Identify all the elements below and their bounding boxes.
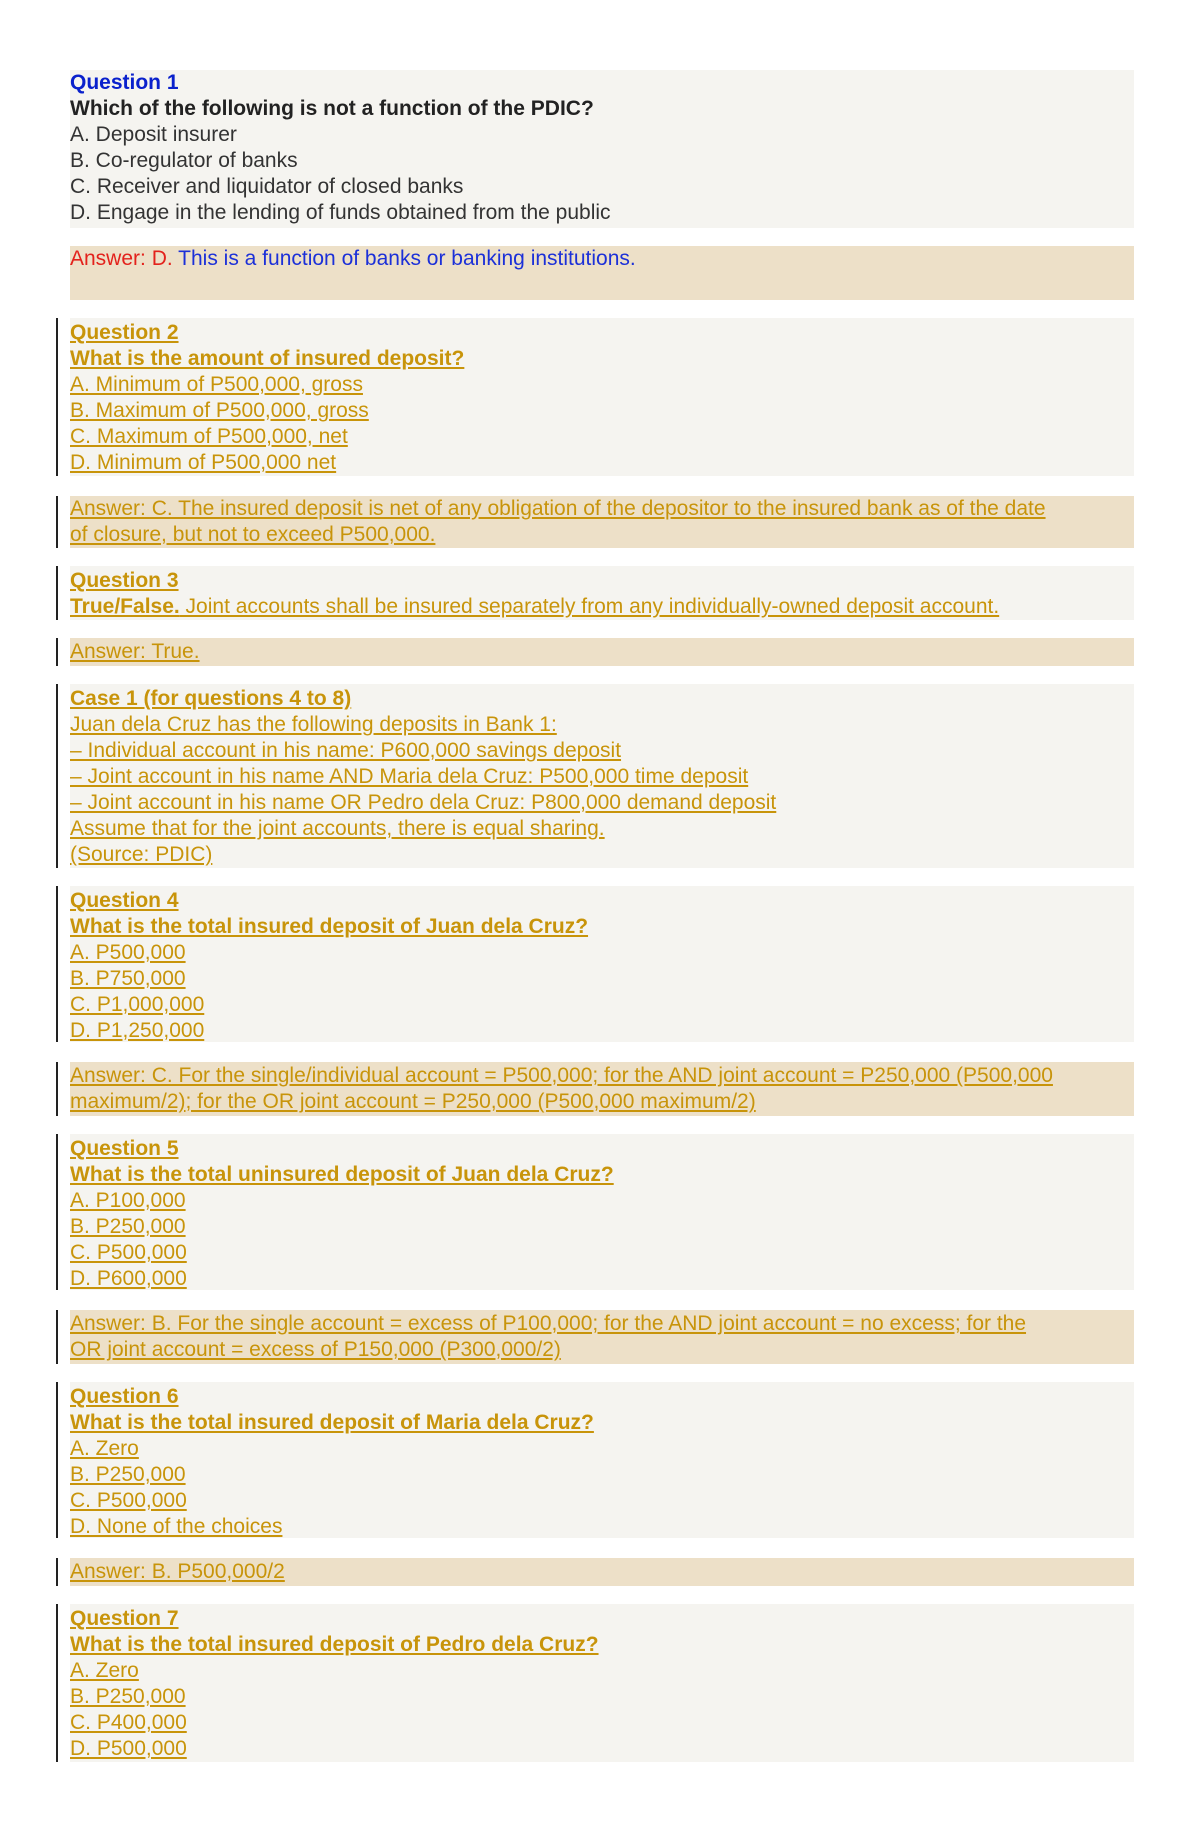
question-text-link[interactable]: What is the amount of insured deposit? xyxy=(70,347,465,370)
question-heading-link[interactable]: Question 3 xyxy=(70,569,179,592)
choice-b-link[interactable]: B. P250,000 xyxy=(70,1215,186,1238)
case-line-link[interactable]: Assume that for the joint accounts, there is equal sharing. xyxy=(70,817,605,840)
revision-bar xyxy=(56,1310,58,1364)
question-text-link[interactable]: What is the total insured deposit of Pedro dela Cruz? xyxy=(70,1633,599,1656)
revision-bar xyxy=(56,318,58,476)
answer-line-1-link[interactable]: Answer: C. The insured deposit is net of any obligation of the depositor to the insured bank as of the date xyxy=(70,497,1046,520)
case-1-block xyxy=(70,684,1134,868)
answer-explanation: This is a function of banks or banking institutions. xyxy=(172,247,636,270)
case-line-link[interactable]: – Individual account in his name: P600,000 savings deposit xyxy=(70,739,622,762)
choice-d-link[interactable]: D. P500,000 xyxy=(70,1737,187,1760)
answer-1-block xyxy=(70,246,1134,300)
choice-a-link[interactable]: A. P500,000 xyxy=(70,941,186,964)
revision-bar xyxy=(56,1604,58,1762)
choice-c: C. Receiver and liquidator of closed banks xyxy=(70,175,464,198)
question-text-link[interactable]: What is the total uninsured deposit of Juan dela Cruz? xyxy=(70,1163,614,1186)
question-4-block xyxy=(70,886,1134,1042)
case-line-link[interactable]: (Source: PDIC) xyxy=(70,843,213,866)
choice-a: A. Deposit insurer xyxy=(70,123,237,146)
question-text: Which of the following is not a function of the PDIC? xyxy=(70,97,594,120)
choice-a-link[interactable]: A. Minimum of P500,000, gross xyxy=(70,373,363,396)
revision-bar xyxy=(56,496,58,548)
question-7-block xyxy=(70,1604,1134,1762)
answer-4-block xyxy=(70,1062,1134,1116)
question-text-link[interactable]: What is the total insured deposit of Maria dela Cruz? xyxy=(70,1411,594,1434)
answer-line-2-link[interactable]: OR joint account = excess of P150,000 (P300,000/2) xyxy=(70,1338,561,1361)
question-heading-link[interactable]: Question 6 xyxy=(70,1385,179,1408)
question-2-block xyxy=(70,318,1134,476)
answer-line-1-link[interactable]: Answer: C. For the single/individual account = P500,000; for the AND joint account = P250,000 (P500,000 xyxy=(70,1064,1053,1087)
question-heading-link[interactable]: Question 4 xyxy=(70,889,179,912)
revision-bar xyxy=(56,886,58,1042)
question-3-block xyxy=(70,566,1134,620)
revision-bar xyxy=(56,1382,58,1538)
case-line-link[interactable]: – Joint account in his name AND Maria dela Cruz: P500,000 time deposit xyxy=(70,765,749,788)
revision-bar xyxy=(56,1134,58,1290)
question-text-link[interactable]: What is the total insured deposit of Juan dela Cruz? xyxy=(70,915,589,938)
answer-line-2-link[interactable]: maximum/2); for the OR joint account = P250,000 (P500,000 maximum/2) xyxy=(70,1090,756,1113)
choice-b: B. Co-regulator of banks xyxy=(70,149,298,172)
case-line-link[interactable]: Juan dela Cruz has the following deposits in Bank 1: xyxy=(70,713,557,736)
answer-link[interactable]: Answer: B. P500,000/2 xyxy=(70,1560,285,1583)
choice-b-link[interactable]: B. Maximum of P500,000, gross xyxy=(70,399,369,422)
choice-b-link[interactable]: B. P250,000 xyxy=(70,1463,186,1486)
case-heading-link[interactable]: Case 1 (for questions 4 to 8) xyxy=(70,687,352,710)
question-heading-link[interactable]: Question 5 xyxy=(70,1137,179,1160)
revision-bar xyxy=(56,1558,58,1586)
choice-b-link[interactable]: B. P250,000 xyxy=(70,1685,186,1708)
choice-d-link[interactable]: D. None of the choices xyxy=(70,1515,283,1538)
choice-a-link[interactable]: A. P100,000 xyxy=(70,1189,186,1212)
question-6-block xyxy=(70,1382,1134,1538)
choice-c-link[interactable]: C. P400,000 xyxy=(70,1711,187,1734)
choice-c-link[interactable]: C. Maximum of P500,000, net xyxy=(70,425,348,448)
question-5-block xyxy=(70,1134,1134,1290)
choice-a-link[interactable]: A. Zero xyxy=(70,1437,139,1460)
question-heading-link[interactable]: Question 7 xyxy=(70,1607,179,1630)
answer-3-block xyxy=(70,638,1134,666)
true-false-label-link[interactable]: True/False. xyxy=(70,595,180,618)
revision-bar xyxy=(56,1062,58,1116)
choice-b-link[interactable]: B. P750,000 xyxy=(70,967,186,990)
answer-2-block xyxy=(70,496,1134,548)
revision-bar xyxy=(56,638,58,666)
question-text-link[interactable]: Joint accounts shall be insured separately from any individually-owned deposit account. xyxy=(179,595,1000,618)
question-heading: Question 1 xyxy=(70,71,179,94)
choice-d-link[interactable]: D. Minimum of P500,000 net xyxy=(70,451,337,474)
answer-line-2-link[interactable]: of closure, but not to exceed P500,000. xyxy=(70,523,436,546)
choice-c-link[interactable]: C. P500,000 xyxy=(70,1489,187,1512)
choice-c-link[interactable]: C. P1,000,000 xyxy=(70,993,205,1016)
answer-5-block xyxy=(70,1310,1134,1364)
choice-d: D. Engage in the lending of funds obtained from the public xyxy=(70,201,611,224)
answer-label: Answer: D. xyxy=(70,247,173,270)
question-heading-link[interactable]: Question 2 xyxy=(70,321,179,344)
revision-bar xyxy=(56,684,58,868)
choice-d-link[interactable]: D. P600,000 xyxy=(70,1267,187,1290)
choice-c-link[interactable]: C. P500,000 xyxy=(70,1241,187,1264)
question-1-block xyxy=(70,70,1134,228)
answer-6-block xyxy=(70,1558,1134,1586)
choice-d-link[interactable]: D. P1,250,000 xyxy=(70,1019,205,1042)
case-line-link[interactable]: – Joint account in his name OR Pedro dela Cruz: P800,000 demand deposit xyxy=(70,791,777,814)
choice-a-link[interactable]: A. Zero xyxy=(70,1659,139,1682)
revision-bar xyxy=(56,566,58,620)
answer-line-1-link[interactable]: Answer: B. For the single account = excess of P100,000; for the AND joint account = no excess; for the xyxy=(70,1312,1027,1335)
answer-link[interactable]: Answer: True. xyxy=(70,640,200,663)
